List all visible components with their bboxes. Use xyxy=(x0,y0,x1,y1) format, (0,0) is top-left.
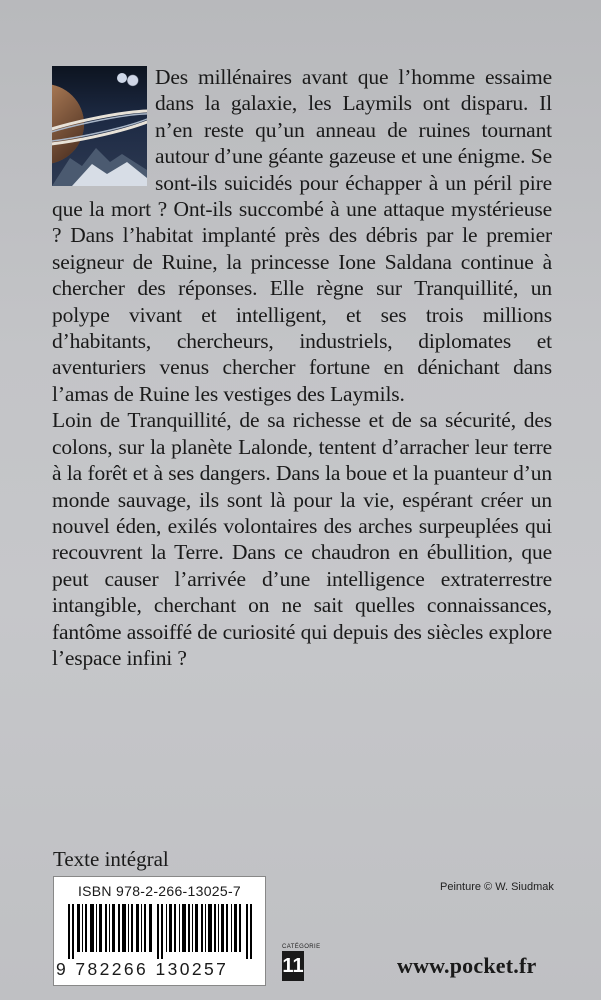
category-badge xyxy=(282,944,321,981)
integral-text-label: Texte intégral xyxy=(53,847,169,871)
ean-digits: 9 782266 130257 xyxy=(56,959,229,979)
category-label: CATÉGORIE xyxy=(282,944,321,950)
back-cover-blurb xyxy=(52,64,552,671)
barcode-bars xyxy=(68,904,254,959)
illustration-credit: Peinture © W. Siudmak xyxy=(440,881,554,893)
blurb-paragraph-1: Des millénaires avant que l’homme essaime dans la galaxie, les Laymils ont disparu. Il n’en reste qu’un anneau de ruines tournant autour d’une géante gazeuse et une énigme. Se sont-ils suicidés pour échapper à un péril pire que la mort ? Ont-ils succombé à une attaque mystérieuse ? Dans l’habitat implanté près des débris par le premier seigneur de Ruine, la princesse Ione Saldana continue à chercher des réponses. Elle règne sur Tranquillité, un polype vivant et intelligent, et ses trois millions d’habitants, chercheurs, industriels, diplomates et aventuriers venus chercher fortune en dénichant dans l’amas de Ruine les vestiges des Laymils. xyxy=(52,65,552,406)
isbn-text: ISBN 978-2-266-13025-7 xyxy=(77,883,242,899)
blurb-paragraph-2: Loin de Tranquillité, de sa richesse et de sa sécurité, des colons, sur la planète Lalonde, tentent d’arracher leur terre à la forêt et à ses dangers. Dans la boue et la puanteur d’un monde sauvage, ils sont là pour la vie, espérant créer un nouvel éden, exilés volontaires des arches surpeuplées qui recouvrent la Terre. Dans ce chaudron en ébullition, que peut causer l’arrivée d’une intelligence extraterrestre intangible, cherchant on ne sait quelles connaissances, fantôme assoiffé de curiosité qui depuis des siècles explore l’espace infini ? xyxy=(52,408,552,670)
image-float-spacer xyxy=(52,64,155,192)
category-number: 11 xyxy=(282,951,304,981)
barcode-box xyxy=(53,876,266,986)
publisher-website: www.pocket.fr xyxy=(397,953,537,978)
